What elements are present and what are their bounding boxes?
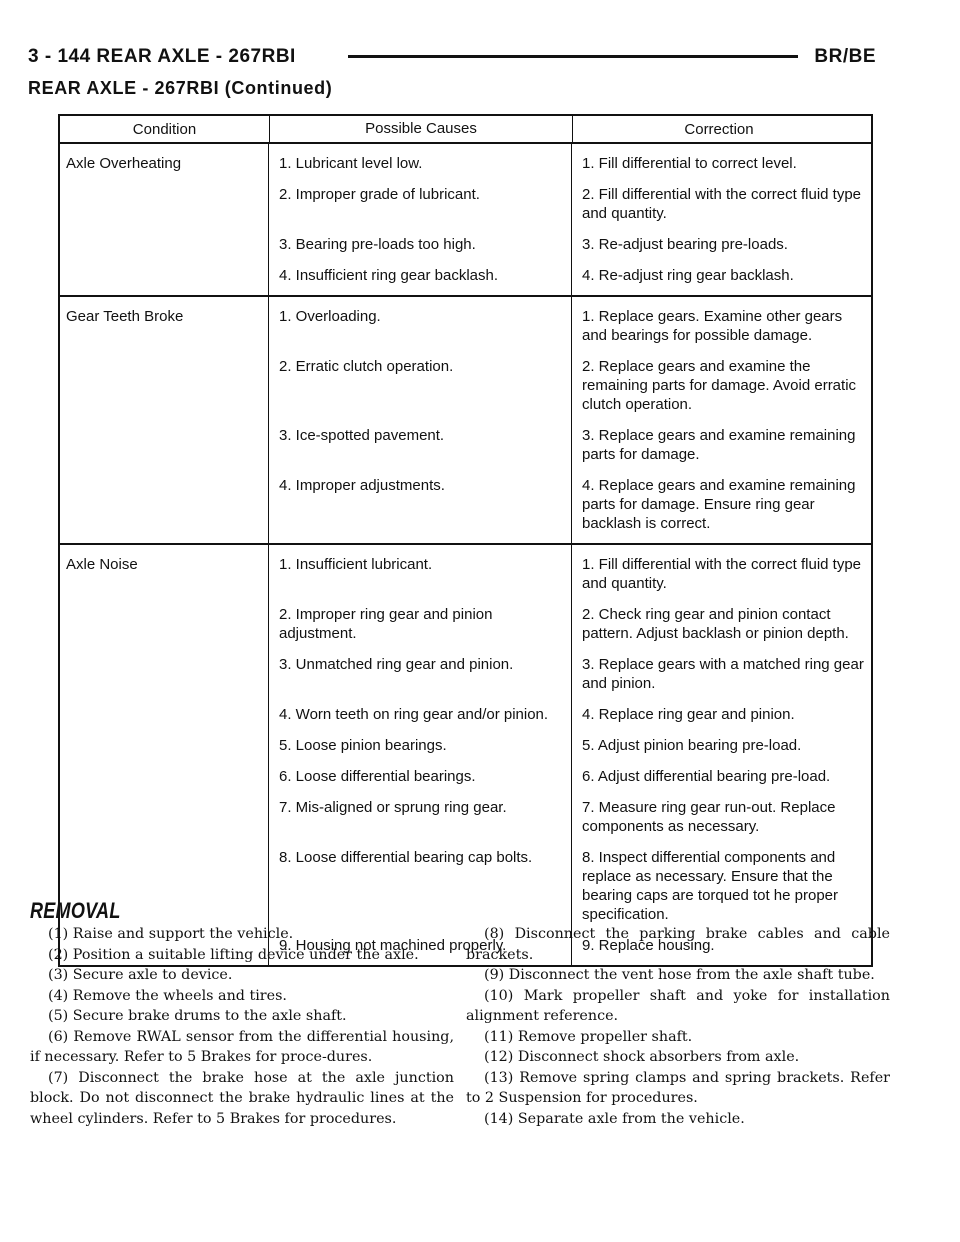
correction-cell: 3. Replace gears with a matched ring gear and pinion. xyxy=(582,656,864,692)
removal-step: (6) Remove RWAL sensor from the differential housing, if necessary. Refer to 5 Brakes for proce-dures. xyxy=(30,1028,454,1065)
correction-cell: 4. Re-adjust ring gear backlash. xyxy=(582,267,794,284)
condition-cell: Axle Overheating xyxy=(60,144,269,295)
section-continued-title: REAR AXLE - 267RBI (Continued) xyxy=(28,78,333,98)
table-group xyxy=(60,545,871,965)
table-header-row xyxy=(60,116,871,144)
correction-cell: 6. Adjust differential bearing pre-load. xyxy=(582,768,831,785)
table-row xyxy=(269,599,871,649)
table-row xyxy=(269,545,871,599)
table-group xyxy=(60,144,871,297)
correction-cell: 9. Replace housing. xyxy=(582,937,715,954)
cause-cell: 2. Improper ring gear and pinion adjustment. xyxy=(269,599,572,649)
cause-cell: 2. Improper grade of lubricant. xyxy=(269,179,572,229)
table-row xyxy=(269,229,871,260)
header-correction: Correction xyxy=(684,120,754,138)
table-row xyxy=(269,792,871,842)
correction-cell: 5. Adjust pinion bearing pre-load. xyxy=(582,737,802,754)
correction-cell: 4. Replace gears and examine remaining parts for damage. Ensure ring gear backlash is correct. xyxy=(582,477,856,532)
header-condition: Condition xyxy=(132,120,197,138)
removal-steps-left-column xyxy=(30,924,454,1129)
table-row xyxy=(269,761,871,792)
removal-step: (8) Disconnect the parking brake cables and cable brackets. xyxy=(466,926,890,963)
removal-step: (5) Secure brake drums to the axle shaft. xyxy=(48,1008,347,1024)
table-row xyxy=(269,179,871,229)
diagnosis-table xyxy=(58,114,873,967)
cause-cell: 1. Insufficient lubricant. xyxy=(269,545,572,599)
removal-step: (2) Position a suitable lifting device under the axle. xyxy=(48,946,419,963)
table-group xyxy=(60,297,871,545)
table-row xyxy=(269,470,871,543)
removal-step: (4) Remove the wheels and tires. xyxy=(48,987,287,1004)
correction-cell: 2. Replace gears and examine the remaining parts for damage. Avoid erratic clutch operation. xyxy=(582,358,857,413)
cause-cell: 3. Ice-spotted pavement. xyxy=(269,420,572,470)
removal-steps-right-column xyxy=(466,924,890,1129)
cause-cell: 2. Erratic clutch operation. xyxy=(269,351,572,420)
removal-step: (11) Remove propeller shaft. xyxy=(484,1028,693,1045)
cause-cell: 3. Bearing pre-loads too high. xyxy=(269,229,572,260)
table-row xyxy=(269,144,871,179)
cause-cell: 1. Overloading. xyxy=(269,297,572,351)
condition-cell: Gear Teeth Broke xyxy=(60,297,269,543)
table-row xyxy=(269,260,871,295)
removal-step: (9) Disconnect the vent hose from the axle shaft tube. xyxy=(484,967,875,983)
cause-cell: 4. Worn teeth on ring gear and/or pinion. xyxy=(269,699,572,730)
removal-step: (14) Separate axle from the vehicle. xyxy=(484,1110,745,1127)
correction-cell: 1. Fill differential with the correct fluid type and quantity. xyxy=(582,556,862,592)
table-body xyxy=(60,144,871,965)
table-row xyxy=(269,649,871,699)
removal-step: (12) Disconnect shock absorbers from axle. xyxy=(484,1049,800,1065)
table-row xyxy=(269,842,871,930)
header-rule xyxy=(348,55,798,58)
removal-step: (10) Mark propeller shaft and yoke for installation alignment reference. xyxy=(466,987,890,1024)
cause-cell: 6. Loose differential bearings. xyxy=(269,761,572,792)
cause-cell: 3. Unmatched ring gear and pinion. xyxy=(269,649,572,699)
cause-cell: 8. Loose differential bearing cap bolts. xyxy=(269,842,572,930)
model-code: BR/BE xyxy=(814,46,876,67)
table-row xyxy=(269,699,871,730)
condition-cell: Axle Noise xyxy=(60,545,269,965)
correction-cell: 7. Measure ring gear run-out. Replace components as necessary. xyxy=(582,799,836,835)
header-possible-causes: Possible Causes xyxy=(269,116,573,142)
cause-cell: 1. Lubricant level low. xyxy=(269,144,572,179)
correction-cell: 2. Check ring gear and pinion contact pattern. Adjust backlash or pinion depth. xyxy=(582,606,849,642)
removal-step: (3) Secure axle to device. xyxy=(48,967,233,983)
correction-cell: 2. Fill differential with the correct fluid type and quantity. xyxy=(582,186,862,222)
cause-cell: 5. Loose pinion bearings. xyxy=(269,730,572,761)
table-row xyxy=(269,420,871,470)
page-header xyxy=(28,46,876,68)
table-row xyxy=(269,730,871,761)
table-row xyxy=(269,351,871,420)
removal-heading: REMOVAL xyxy=(30,898,121,923)
correction-cell: 1. Replace gears. Examine other gears and bearings for possible damage. xyxy=(582,308,843,344)
cause-cell: 4. Insufficient ring gear backlash. xyxy=(269,260,572,295)
removal-step: (7) Disconnect the brake hose at the axle junction block. Do not disconnect the brake hydraulic lines at the wheel cylinders. Refer to 5 Brakes for procedures. xyxy=(30,1069,454,1127)
correction-cell: 8. Inspect differential components and replace as necessary. Ensure that the bearing caps are torqued tot he proper specification. xyxy=(582,849,839,923)
removal-step: (1) Raise and support the vehicle. xyxy=(48,926,294,942)
cause-cell: 7. Mis-aligned or sprung ring gear. xyxy=(269,792,572,842)
page-number-section-title: 3 - 144 REAR AXLE - 267RBI xyxy=(28,46,296,67)
correction-cell: 4. Replace ring gear and pinion. xyxy=(582,706,795,723)
cause-cell: 4. Improper adjustments. xyxy=(269,470,572,543)
table-row xyxy=(269,297,871,351)
removal-step: (13) Remove spring clamps and spring brackets. Refer to 2 Suspension for procedures. xyxy=(466,1069,890,1106)
correction-cell: 3. Replace gears and examine remaining parts for damage. xyxy=(582,427,856,463)
correction-cell: 1. Fill differential to correct level. xyxy=(582,155,797,172)
cause-cell: 9. Housing not machined properly. xyxy=(269,930,572,965)
correction-cell: 3. Re-adjust bearing pre-loads. xyxy=(582,236,788,253)
